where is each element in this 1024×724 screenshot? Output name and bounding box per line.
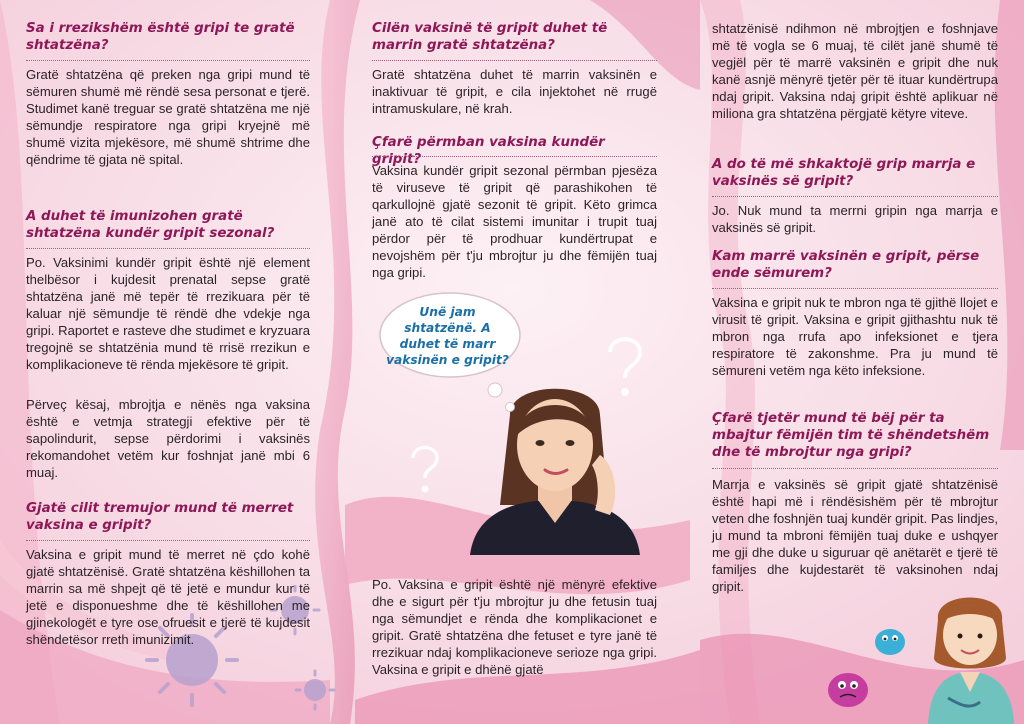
answer-paragraph: shtatzënisë ndihmon në mbrojtjen e foshnjave më të vogla se 6 muaj, të cilët janë shumë të vegjël për të marrë vaksinën e gripit dhe nuk kanë asnjë mënyrë tjetër për të ituar kundërtrupa ndaj gripit. Vaksina ndaj gripit është aplikuar në miliona gra shtatzëna përgjatë këtyre viteve. <box>712 21 998 121</box>
answer-paragraph: Vaksina e gripit mund të merret në çdo kohë gjatë shtatzënisë. Gratë shtatzëna këshillohen ta marrin sa më shpejt që të jetë e mundur kur të jetë e disponueshme dhe të këshillohen me gjinekologët e tyre ose ofruesit e tjerë të kujdesit shëndetësor rreth imunizimit. <box>26 547 310 647</box>
answer-paragraph: Po. Vaksina e gripit është një mënyrë efektive dhe e sigurt për t'ju mbrojtur ju dhe fetusin tuaj nga sëmundjet e rënda dhe komplikacionet e gripit. Gratë shtatzëna dhe fetuset e tyre janë të rrezikuar ndaj komplikacioneve serioze nga gripi. Vaksina e gripit e dhënë gjatë <box>372 577 657 677</box>
answer-paragraph: Gratë shtatzëna duhet të marrin vaksinën e inaktivuar të gripit, e cila injektohet në rrugë intramuskulare, në krah. <box>372 67 657 116</box>
divider <box>26 540 310 541</box>
answer-paragraph: Përveç kësaj, mbrojtja e nënës nga vaksina është e vetmja strategji efektive për të sapolindurit, sepse përdorimi i vaksinës rekomandohet vetëm kur foshnjat janë mbi 6 muaj. <box>26 397 310 480</box>
thought-bubble-text: Unë jam shtatzënë. A duhet të marr vaksinën e gripit? <box>386 305 509 367</box>
answer-paragraph: Vaksina e gripit nuk te mbron nga të gjithë llojet e virusit të gripit. Vaksina e gripit gjithashtu nuk të mbron nga rrufa apo infeksionet e tjera respiratore të zakonshme. Pra ju mund të sëmureni vetëm nga këto infeksione. <box>712 295 998 378</box>
answer-paragraph: Vaksina kundër gripit sezonal përmban pjesëza të viruseve të gripit që parashikohen të qarkullojnë gjatë sezonit të gripit. Këto grimca janë ato të cilat sistemi imunitar i trupit tuaj përdor për të prodhuar kundërtrupat e nevojshëm për t'ju mbrojtur ju dhe fëmijën tuaj nga gripi. <box>372 163 657 280</box>
question-heading: Çfarë tjetër mund të bëj për ta mbajtur fëmijën tim të shëndetshëm dhe të mbrojtur nga gripi? <box>712 411 990 460</box>
divider <box>372 60 657 61</box>
question-heading: Kam marrë vaksinën e gripit, përse ende sëmurem? <box>712 249 980 281</box>
divider <box>712 196 998 197</box>
nurse-illustration <box>820 580 1024 724</box>
question-heading: Gjatë cilit tremujor mund të merret vaksina e gripit? <box>26 501 294 533</box>
divider <box>26 60 310 61</box>
question-heading: A duhet të imunizohen gratë shtatzëna kundër gripit sezonal? <box>26 209 275 241</box>
question-mark-icon <box>405 440 445 496</box>
answer-paragraph: Marrja e vaksinës së gripit gjatë shtatzënisë është hapi më i rëndësishëm për të mbrojtur veten dhe foshnjën tuaj kundër gripit. Pas lindjes, ju mund ta mbroni fëmijën tuaj duke e ushqyer me gji dhe duke u siguruar që anëtarët e tjerë të familjes dhe kujdestarët të vaksinohen ndaj gripit. <box>712 477 998 594</box>
answer-paragraph: Gratë shtatzëna që preken nga gripi mund të sëmuren shumë më rëndë sesa personat e tjerë. Studimet kanë treguar se gratë shtatzëna me një sëmundje respiratore nga gripi kryejnë më shumë vizita mjekësore, më shumë shtrime dhe qëndrime të gjata në spital. <box>26 67 310 167</box>
divider <box>26 248 310 249</box>
divider <box>712 468 998 469</box>
question-heading: A do të më shkaktojë grip marrja e vaksinës së gripit? <box>712 157 976 189</box>
question-heading: Çfarë përmban vaksina kundër gripit? <box>372 135 605 167</box>
answer-paragraph: Jo. Nuk mund ta merrni gripin nga marrja e vaksinës së gripit. <box>712 203 998 235</box>
question-heading: Sa i rrezikshëm është gripi te gratë shtatzëna? <box>26 21 295 53</box>
question-heading: Cilën vaksinë të gripit duhet të marrin gratë shtatzëna? <box>372 21 608 53</box>
answer-paragraph: Po. Vaksinimi kundër gripit është një element thelbësor i kujdesit prenatal sepse gratë shtatzëna janë më tepër të rrezikuara për të kaluar një sëmundje të rëndë dhe vdekje nga gripi. Raportet e rasteve dhe studimet e kryzuara tregojnë se shtatzënia mund të rrisë rrezikun e komplikacioneve të rënda mjekësore të gripit. <box>26 255 310 372</box>
divider <box>372 156 657 157</box>
divider <box>712 288 998 289</box>
